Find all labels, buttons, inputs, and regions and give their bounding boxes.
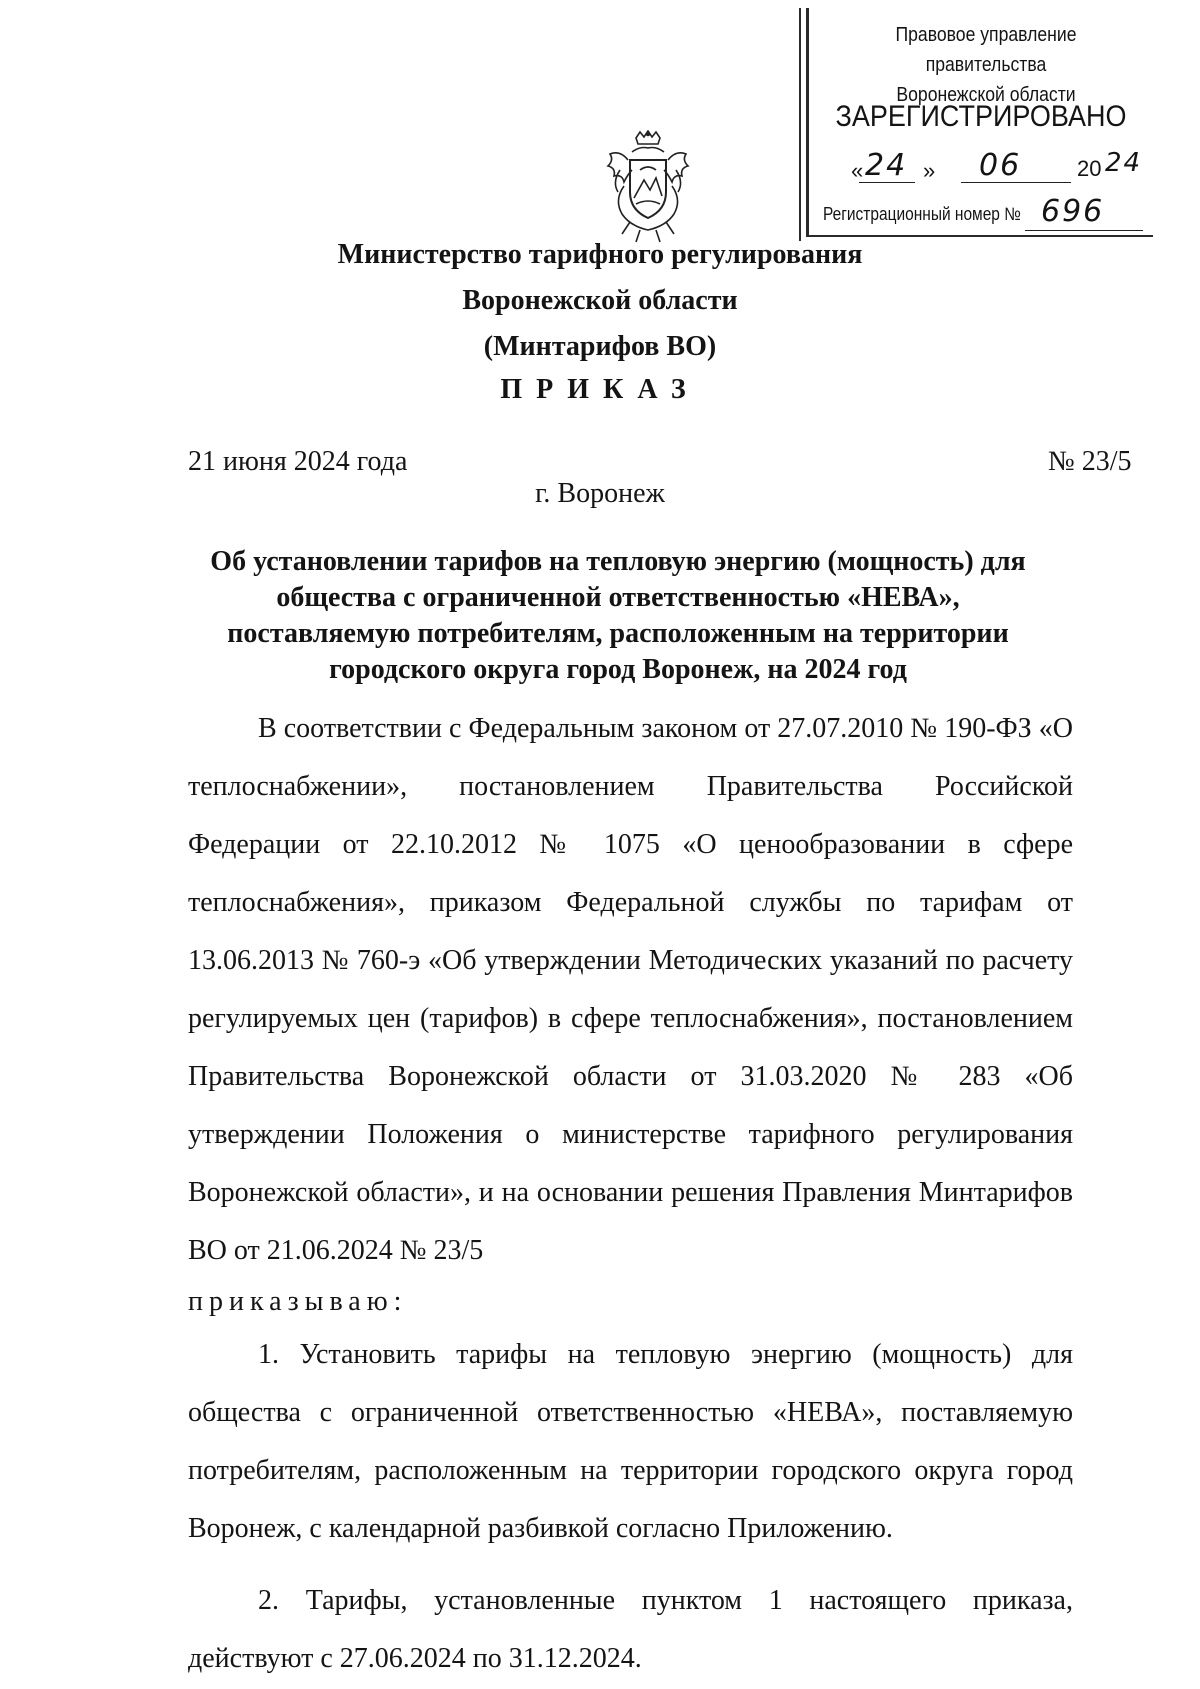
stamp-org-line1: Правовое управление правительства (895, 24, 1077, 76)
order-word: приказываю: (188, 1286, 408, 1317)
registration-stamp (806, 8, 1153, 237)
stamp-date-day: 24 (865, 148, 908, 183)
order-subject: Об установлении тарифов на тепловую энергию (мощность) для общества с ограниченной ответственностью «НЕВА», поставляемую потребителям, расположенным на территории городского округа город Воронеж, на 2024 год (210, 546, 1026, 685)
stamp-reg-number: 696 (1041, 194, 1105, 229)
stamp-date-month: 06 (979, 148, 1022, 183)
doc-type-title: ПРИКАЗ (500, 374, 700, 405)
order-city: г. Воронеж (535, 478, 665, 509)
stamp-date: « 24 » 06 20 24 (851, 148, 1143, 183)
stamp-date-year-suffix: 24 (1105, 148, 1143, 178)
stamp-date-year-prefix: 20 (1077, 156, 1102, 181)
stamp-status: ЗАРЕГИСТРИРОВАНО (835, 100, 1127, 133)
order-number: № 23/5 (1048, 446, 1132, 477)
order-date: 21 июня 2024 года (188, 446, 408, 477)
item-1-paragraph: 1. Установить тарифы на тепловую энергию (мощность) для общества с ограниченной ответственностью «НЕВА», поставляемую потребителям, расположенным на территории городского округа город Воронеж, с календарной разбивкой согласно Приложению. (188, 1339, 1073, 1544)
ministry-line2: Воронежской области (462, 285, 738, 316)
ministry-name (0, 232, 1200, 370)
ministry-line1: Министерство тарифного регулирования (337, 239, 863, 270)
order-body (188, 700, 1073, 1688)
ministry-line3: (Минтарифов ВО) (483, 331, 717, 362)
preamble-paragraph: В соответствии с Федеральным законом от 27.07.2010 № 190-ФЗ «О теплоснабжении», постановлением Правительства Российской Федерации от 22.10.2012 № 1075 «О ценообразовании в сфере теплоснабжения», приказом Федеральной службы по тарифам от 13.06.2013 № 760-э «Об утверждении Методических указаний по расчету регулируемых цен (тарифов) в сфере теплоснабжения», постановлением Правительства Воронежской области от 31.03.2020 № 283 «Об утверждении Положения о министерстве тарифного регулирования Воронежской области», и на основании решения Правления Минтарифов ВО от 21.06.2024 № 23/5 (188, 713, 1073, 1266)
coat-of-arms-icon (600, 130, 696, 244)
item-2-paragraph: 2. Тарифы, установленные пунктом 1 настоящего приказа, действуют с 27.06.2024 по 31.12.2024. (188, 1585, 1073, 1674)
stamp-organization (839, 20, 1133, 110)
stamp-org-line2: Воронежской области (896, 84, 1076, 106)
stamp-reg-label: Регистрационный номер № (823, 204, 1021, 224)
